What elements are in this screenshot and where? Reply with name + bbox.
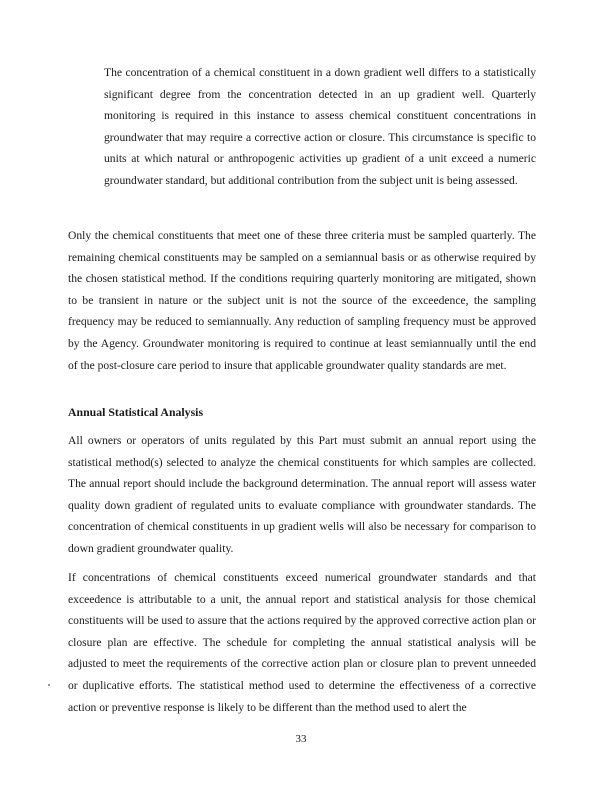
sampling-frequency-paragraph: Only the chemical constituents that meet one of these three criteria must be sampled quarterly. The remaining chemical constituents may be sampled on a semiannual basis or as otherwise required by the chosen statistical method. If the conditions requiring quarterly monitoring are mitigated, shown to be transient in nature or the subject unit is not the source of the exceedence, the sampling frequency may be reduced to semiannually. Any reduction of sampling frequency must be approved by the Agency. Groundwater monitoring is required to continue at least semiannually until the end of the post-closure care period to insure that applicable groundwater quality standards are met.: [68, 229, 536, 372]
indented-criterion-paragraph: The concentration of a chemical constituent in a down gradient well differs to a statistically significant degree from the concentration detected in an up gradient well. Quarterly monitoring is required in this instance to assess chemical constituent concentrations in groundwater that may require a corrective action or closure. This circumstance is specific to units at which natural or anthropogenic activities up gradient of a unit exceed a numeric groundwater standard, but additional contribution from the subject unit is being assessed.: [104, 66, 536, 187]
page-number: 33: [295, 733, 307, 745]
annual-report-paragraph: All owners or operators of units regulated by this Part must submit an annual report using the statistical method(s) selected to analyze the chemical constituents for which samples are collected. The annual report should include the background determination. The annual report will assess water quality down gradient of regulated units to evaluate compliance with groundwater standards. The concentration of chemical constituents in up gradient wells will also be necessary for comparison to down gradient groundwater quality.: [68, 434, 536, 555]
section-heading: Annual Statistical Analysis: [68, 405, 204, 419]
exceedence-paragraph: If concentrations of chemical constituents exceed numerical groundwater standards and that exceedence is attributable to a unit, the annual report and statistical analysis for those chemical constituents will be used to assure that the actions required by the approved corrective action plan or closure plan are effective. The schedule for completing the annual statistical analysis will be adjusted to meet the requirements of the corrective action plan or closure plan to prevent unneeded or duplicative efforts. The statistical method used to determine the effectiveness of a corrective action or preventive response is likely to be different than the method used to alert the: [68, 571, 536, 714]
scan-speck: [48, 684, 50, 686]
